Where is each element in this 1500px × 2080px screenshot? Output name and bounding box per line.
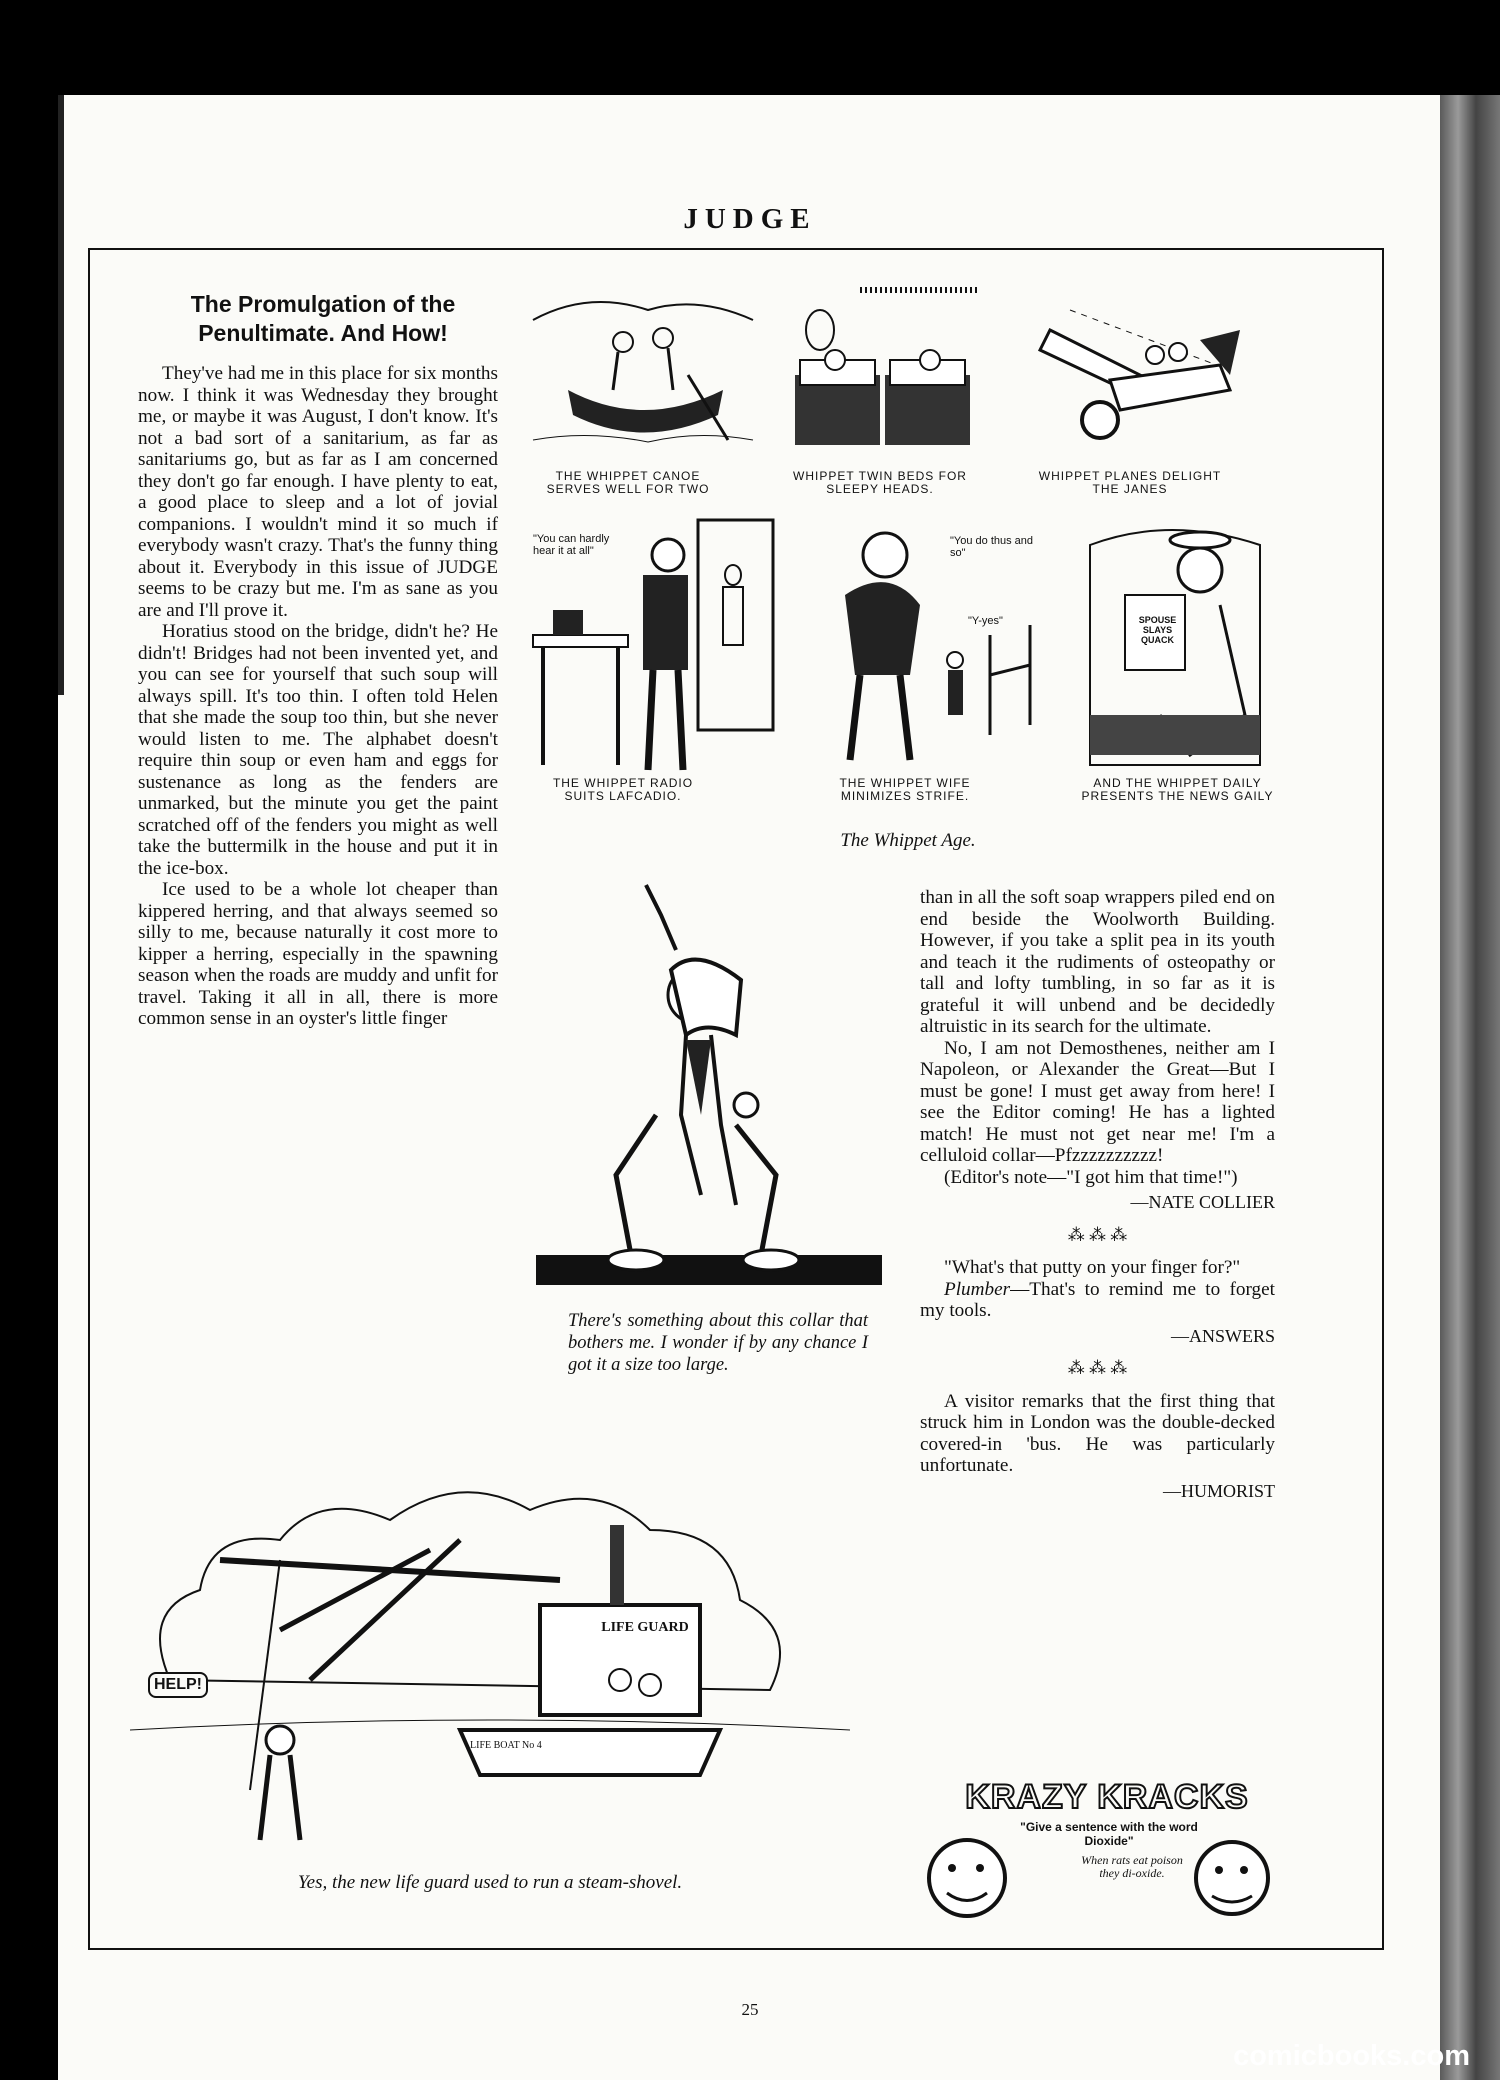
page-number: 25 <box>741 2000 759 2019</box>
article-signature: —NATE COLLIER <box>1130 1192 1275 1212</box>
whippet-panel-planes <box>1030 280 1260 495</box>
article-paragraph-1: They've had me in this place for six months now. I think it was Wednesday they brought me, or maybe it was August, I don't know. It's not a bad sort of a sanitarium, as far as sanitariums go, but as far as I am concerned they don't go far enough. I have plenty to eat, a good place to sleep and a lot of jovial companions. I wouldn't mind it so much if everybody wasn't crazy. That's the funny thing about it. Everybody in this issue of JUDGE seems to be crazy but me. I'm as sane as you are and I'll prove it. <box>138 363 498 621</box>
krazy-kracks-word: Dioxide" <box>1084 1834 1134 1848</box>
plane-illustration <box>1030 280 1260 470</box>
collar-cartoon <box>536 875 882 1290</box>
whippet-panel-radio <box>528 515 778 805</box>
whippet-canoe-caption: THE WHIPPET CANOE SERVES WELL FOR TWO <box>546 469 710 496</box>
whippet-panel-daily <box>1070 515 1285 805</box>
radio-speech-bubble: "You can hardly hear it at all" <box>533 533 610 557</box>
book-spine <box>1440 95 1500 2080</box>
wife-reply-bubble: "Y-yes" <box>968 615 1003 627</box>
joke-1-credit: —ANSWERS <box>1170 1325 1275 1346</box>
wife-speech-bubble: "You do thus and so" <box>950 535 1034 559</box>
whippet-planes-caption: WHIPPET PLANES DELIGHT THE JANES <box>1038 469 1222 496</box>
dingbat-1: ⁂ ⁂ ⁂ <box>1067 1224 1128 1244</box>
article-column-3 <box>920 887 1275 1502</box>
article-paragraph-6: (Editor's note—"I got him that time!") <box>944 1166 1238 1188</box>
article-paragraph-4: than in all the soft soap wrappers piled end on end beside the Woolworth Building. However, if you take a split pea in its youth and teach it the rudiments of osteopathy or tall and lofty tumbling, in so far as it is grateful it will unbend and be decidedly altruistic in its search for the ultimate. <box>920 887 1275 1037</box>
newspaper-reader-illustration <box>1070 515 1285 775</box>
article-paragraph-2: Horatius stood on the bridge, didn't he? He didn't! Bridges had not been invented yet, and you can see for yourself that such soup will always spill. It's too thin. I often told Helen that she made the soup too thin, but she never would listen to me. The alphabet doesn't require thin soup or even ham and eggs for sustenance as long as the fenders are unmarked, but the minute you get the paint scratched off of the fenders you might as well take the buttermilk in the house and put it in the ice-box. <box>138 621 498 879</box>
joke-1-question: "What's that putty on your finger for?" <box>944 1257 1241 1278</box>
article-column-1 <box>138 363 498 1030</box>
newspaper-headline: SPOUSE SLAYS QUACK <box>1138 615 1177 645</box>
whippet-panel-wife <box>800 515 1050 805</box>
canoe-illustration <box>528 280 758 470</box>
article-paragraph-5: No, I am not Demosthenes, neither am I Napoleon, or Alexander the Great—But I must be gone! I must get away from here! I see the Editor coming! He has a lighted match! He must not get near me! I'm a celluloid collar—Pfzzzzzzzzzz! <box>920 1037 1275 1166</box>
krazy-kracks-answer: When rats eat poison they di-oxide. <box>1081 1853 1183 1880</box>
whippet-panel-beds <box>780 280 1010 495</box>
article-title-line2: Penultimate. And How! <box>198 320 448 346</box>
article-title <box>138 290 508 348</box>
krazy-kracks-title: KRAZY KRACKS <box>965 1778 1249 1816</box>
joke-2-text: A visitor remarks that the first thing that struck him in London was the double-decked covered-in 'bus. He was particularly unfortunate. <box>920 1390 1275 1476</box>
whippet-beds-caption: WHIPPET TWIN BEDS FOR SLEEPY HEADS. <box>793 469 967 496</box>
collar-man-illustration <box>536 875 882 1290</box>
whippet-age-title: The Whippet Age. <box>840 830 976 851</box>
whippet-radio-caption: THE WHIPPET RADIO SUITS LAFCADIO. <box>552 776 694 803</box>
krazy-kracks-prompt-text: "Give a sentence with the word <box>1020 1820 1198 1834</box>
steam-shovel-illustration <box>130 1430 850 1870</box>
life-guard-cabin-label: LIFE GUARD <box>601 1620 689 1635</box>
twin-beds-illustration <box>780 280 1010 470</box>
whippet-wife-caption: THE WHIPPET WIFE MINIMIZES STRIFE. <box>839 776 971 803</box>
dingbat-2: ⁂ ⁂ ⁂ <box>1067 1358 1128 1377</box>
help-sign: HELP! <box>148 1672 208 1698</box>
lifeguard-caption: Yes, the new life guard used to run a steam-shovel. <box>297 1872 683 1893</box>
joke-1-answer <box>920 1279 1275 1322</box>
masthead: JUDGE <box>683 203 817 235</box>
whippet-panel-canoe <box>528 280 758 495</box>
collar-caption: There's something about this collar that bothers me. I wonder if by any chance I got it a size too large. <box>568 1311 868 1375</box>
krazy-kracks-prompt <box>1014 1820 1204 1848</box>
lifeguard-cartoon <box>130 1430 850 1870</box>
krazy-kracks-panel <box>922 1778 1284 1928</box>
page-left-edge <box>58 95 64 695</box>
life-boat-label: LIFE BOAT No 4 <box>470 1740 542 1751</box>
whippet-daily-caption: AND THE WHIPPET DAILY PRESENTS THE NEWS GAILY <box>1081 776 1274 803</box>
article-title-line1: The Promulgation of the <box>190 291 456 317</box>
joke-1-reply: —That's to remind me to forget my tools. <box>920 1278 1275 1321</box>
watermark: comicbooks.com <box>1233 2040 1470 2072</box>
joke-1-speaker: Plumber <box>944 1278 1011 1300</box>
joke-2-credit: —HUMORIST <box>1162 1480 1275 1501</box>
article-paragraph-3: Ice used to be a whole lot cheaper than kippered herring, and that always seemed so silly to me, because naturally it cost more to kipper a herring, especially in the spawning season when the roads are muddy and unfit for travel. Taking it all in all, there is more common sense in an oyster's little finger <box>138 879 498 1029</box>
